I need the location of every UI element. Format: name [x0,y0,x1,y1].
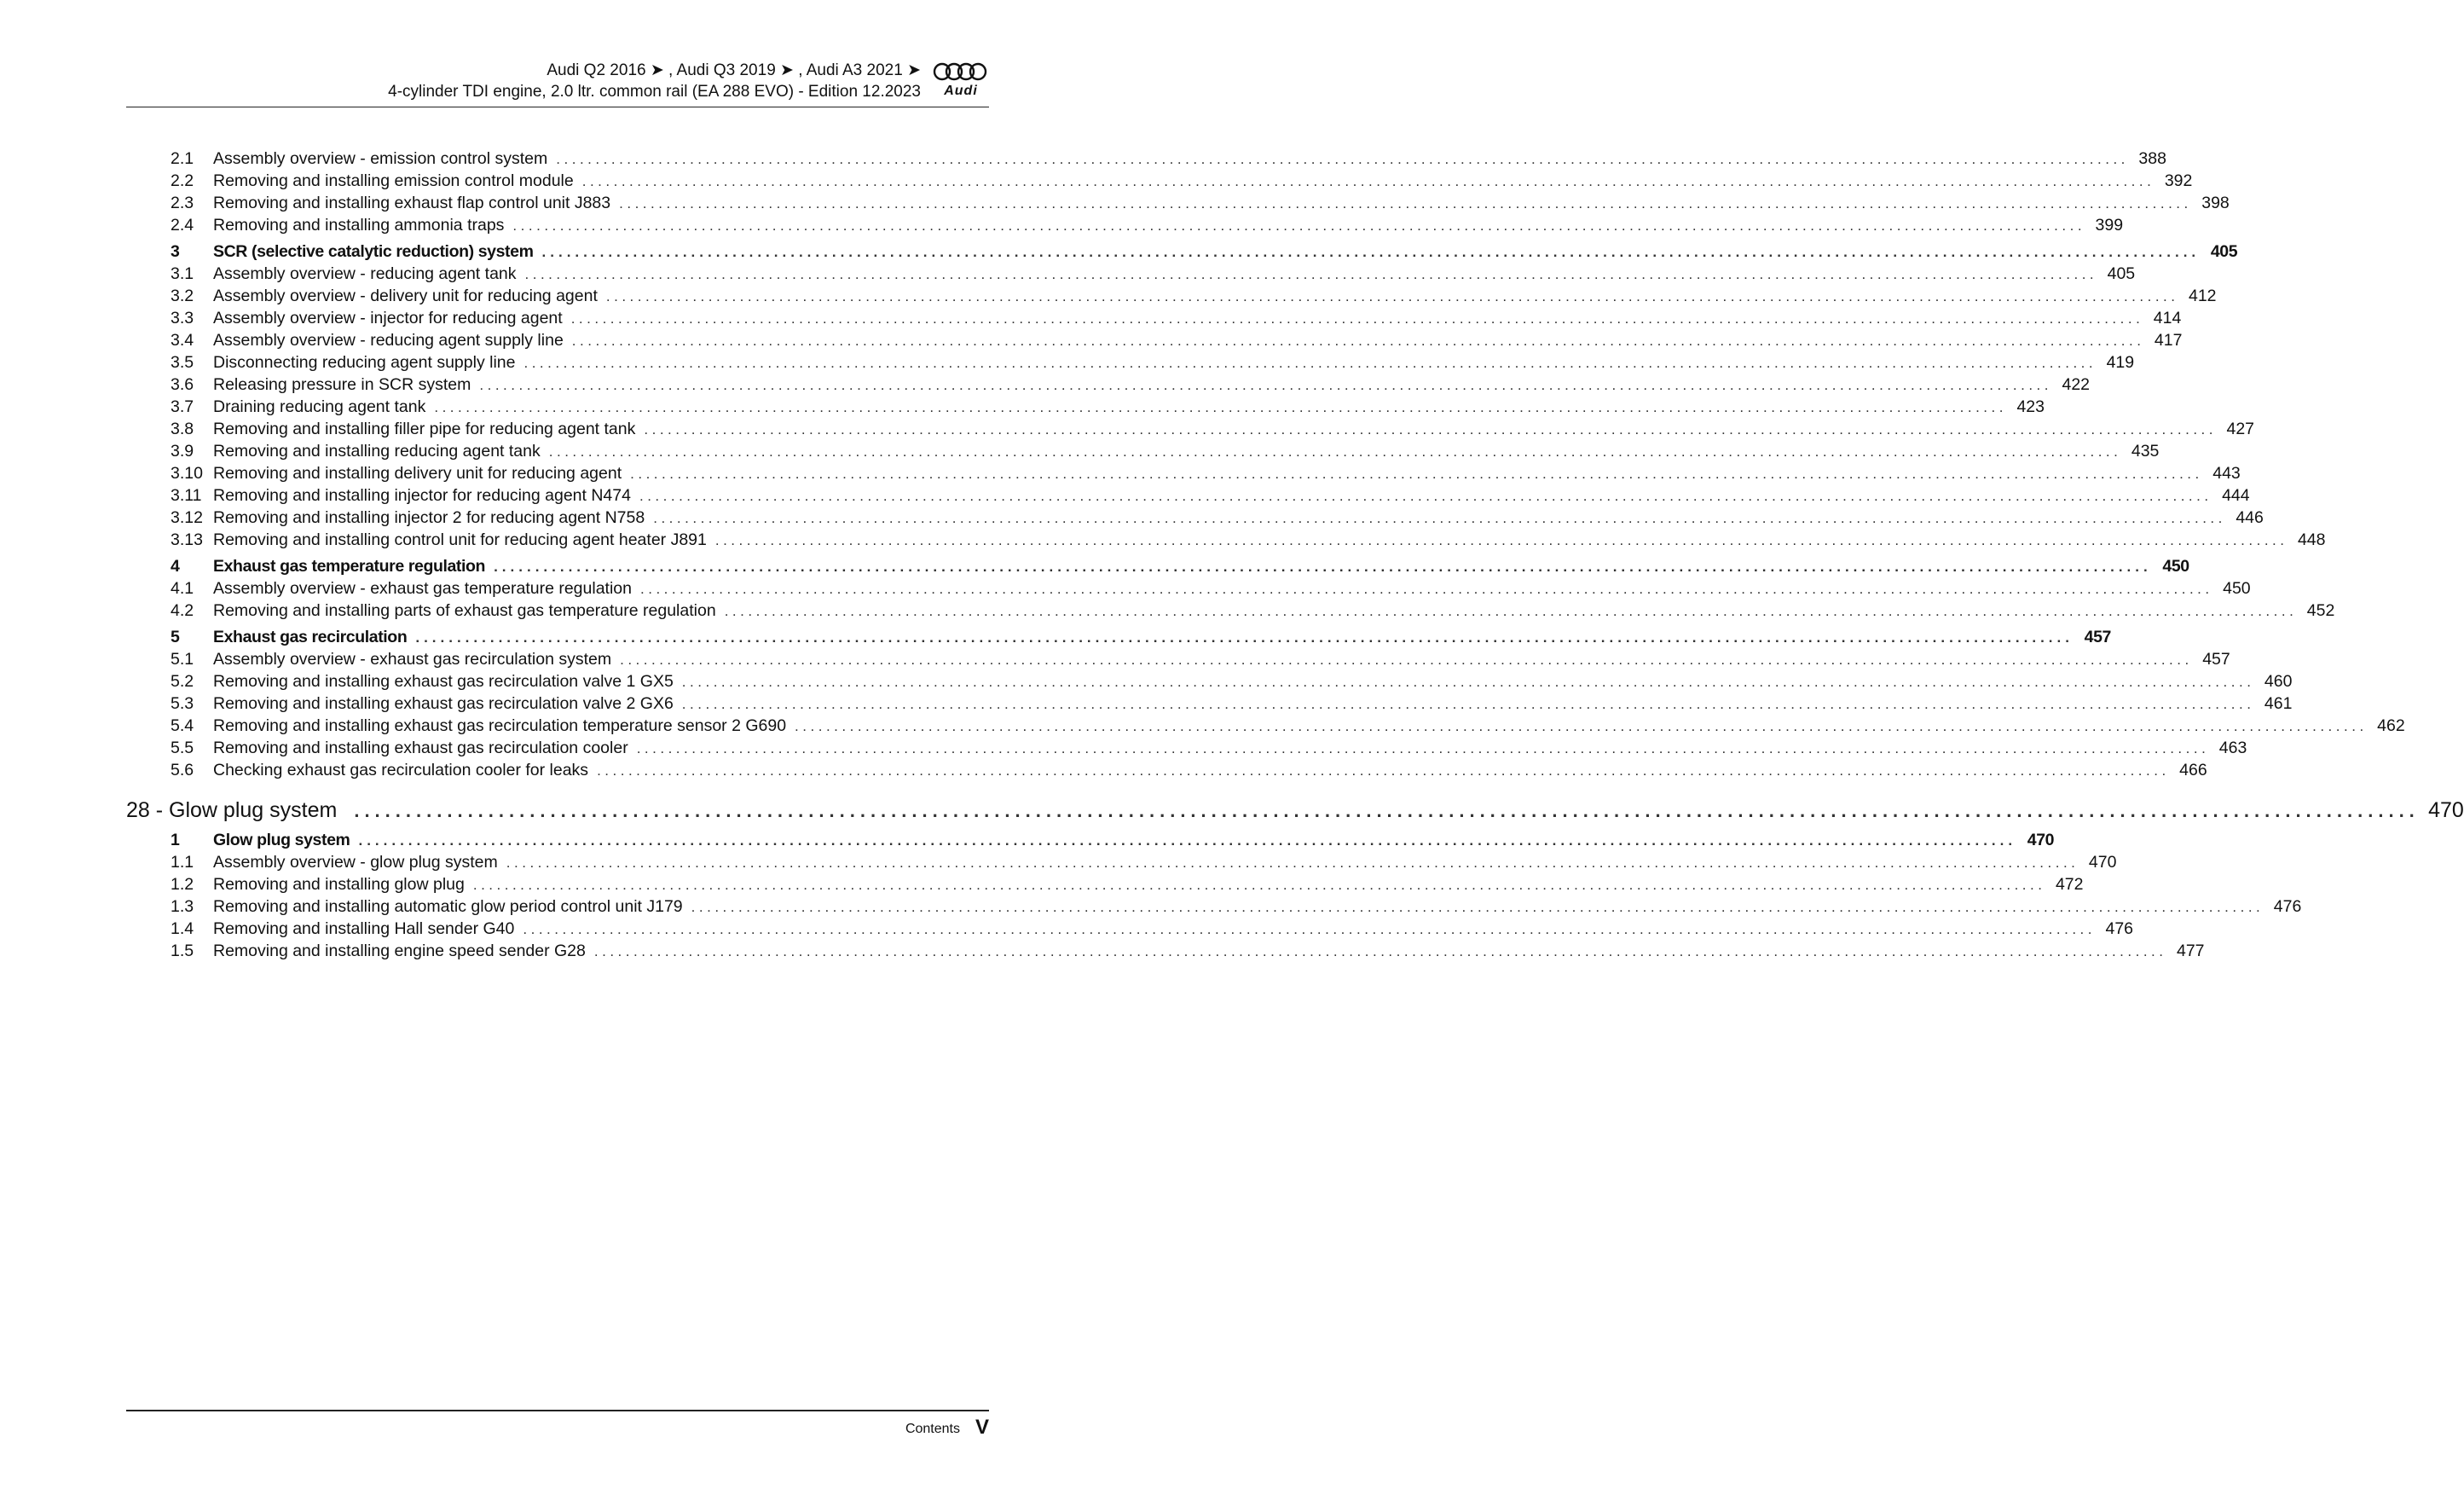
toc-page-number: 452 [2306,601,2335,620]
toc-page-number: 457 [2202,650,2230,669]
toc-title: Assembly overview - delivery unit for reducing agent [213,287,598,305]
toc-number: 4.2 [171,601,194,620]
toc-number: 3 [171,242,180,261]
toc-title: Draining reducing agent tank [213,397,426,416]
toc-page-number: 461 [2264,694,2293,713]
toc-page-number: 460 [2264,672,2293,691]
toc-page-number: 417 [2154,331,2183,350]
toc-title: Disconnecting reducing agent supply line [213,353,516,372]
toc-title: Exhaust gas recirculation [213,628,408,646]
toc-page-number: 405 [2210,242,2238,261]
toc-leader-dots: ........................................................................................................................................................................................................ [548,443,2122,460]
toc-number: 3.10 [171,464,203,483]
toc-entry[interactable] [126,895,2302,918]
toc-title: Assembly overview - glow plug system [213,853,498,872]
toc-number: 1 [171,831,180,849]
toc-entry[interactable] [126,396,2045,418]
toc-page-number: 414 [2153,309,2182,327]
toc-entry[interactable] [126,307,2182,329]
toc-number: 2.1 [171,149,194,168]
toc-page-number: 427 [2226,420,2255,438]
toc-chapter[interactable] [126,796,2464,825]
toc-leader-dots: ........................................................................................................................................................................................................ [358,832,2017,849]
toc-number: 1.5 [171,942,194,960]
toc-leader-dots: ........................................................................................................................................................................................................ [691,899,2264,915]
toc-leader-dots: ........................................................................................................................................................................................................ [354,800,2420,821]
toc-number: 3.4 [171,331,194,350]
toc-leader-dots: ........................................................................................................................................................................................................ [724,603,2298,619]
toc-page-number: 443 [2212,464,2241,483]
toc-page-number: 470 [2027,831,2055,849]
toc-leader-dots: ........................................................................................................................................................................................................ [512,217,2086,234]
toc-section[interactable] [126,626,2111,648]
toc-title: Assembly overview - injector for reducing agent [213,309,563,327]
toc-title: Exhaust gas temperature regulation [213,557,486,576]
toc-number: 1.2 [171,875,194,894]
toc-entry[interactable] [126,715,2405,737]
toc-number: 3.8 [171,420,194,438]
toc-title: Removing and installing injector 2 for reducing agent N758 [213,508,645,527]
toc-entry[interactable] [126,940,2205,962]
footer-divider [126,1410,989,1411]
toc-title: SCR (selective catalytic reduction) system [213,242,534,261]
toc-leader-dots: ........................................................................................................................................................................................................ [570,310,2144,327]
toc-leader-dots: ........................................................................................................................................................................................................ [605,288,2179,304]
toc-page-number: 450 [2162,557,2189,576]
toc-number: 3.11 [171,486,202,505]
footer-label: Contents [905,1422,960,1436]
toc-title: Removing and installing exhaust gas recirculation cooler [213,739,628,757]
toc-leader-dots: ........................................................................................................................................................................................................ [620,652,2193,668]
toc-leader-dots: ........................................................................................................................................................................................................ [415,629,2074,646]
toc-entry[interactable] [126,214,2124,236]
toc-page-number: 472 [2055,875,2084,894]
toc-entry[interactable] [126,351,2135,374]
toc-title: Removing and installing glow plug [213,875,465,894]
toc-page-number: 435 [2131,442,2160,461]
toc-page-number: 450 [2223,579,2251,598]
toc-page-number: 444 [2222,486,2250,505]
toc-title: Removing and installing emission control module [213,171,574,190]
toc-leader-dots: ........................................................................................................................................................................................................ [479,377,2053,393]
toc-page-number: 419 [2106,353,2135,372]
toc-leader-dots: ........................................................................................................................................................................................................ [556,151,2129,167]
toc-entry[interactable] [126,462,2241,484]
toc-entry[interactable] [126,329,2183,351]
header-models: Audi Q2 2016 ➤ , Audi Q3 2019 ➤ , Audi A3 2021 ➤ [547,61,921,79]
toc-entry[interactable] [126,148,2166,170]
toc-entry[interactable] [126,529,2326,551]
toc-title: Removing and installing exhaust gas recirculation temperature sensor 2 G690 [213,716,787,735]
toc-title: Releasing pressure in SCR system [213,375,471,394]
toc-title: 28 - Glow plug system [126,798,338,822]
toc-title: Removing and installing delivery unit for reducing agent [213,464,622,483]
toc-entry[interactable] [126,873,2084,895]
toc-number: 3.1 [171,264,194,283]
toc-page-number: 388 [2138,149,2166,168]
toc-leader-dots: ........................................................................................................................................................................................................ [597,762,2170,779]
toc-leader-dots: ........................................................................................................................................................................................................ [639,488,2212,504]
toc-page-number: 448 [2297,530,2326,549]
toc-leader-dots: ........................................................................................................................................................................................................ [593,943,2167,959]
toc-entry[interactable] [126,692,2293,715]
toc-page-number: 463 [2218,739,2247,757]
toc-leader-dots: ........................................................................................................................................................................................................ [524,266,2098,282]
footer-page-number: V [975,1416,989,1439]
toc-title: Removing and installing reducing agent tank [213,442,541,461]
toc-entry[interactable] [126,192,2230,214]
toc-title: Removing and installing engine speed sender G28 [213,942,586,960]
toc-title: Glow plug system [213,831,350,849]
toc-page-number: 422 [2062,375,2091,394]
toc-title: Assembly overview - exhaust gas temperature regulation [213,579,632,598]
toc-number: 5.3 [171,694,194,713]
toc-number: 2.4 [171,216,194,235]
toc-number: 1.1 [171,853,194,872]
toc-page-number: 399 [2095,216,2124,235]
toc-entry[interactable] [126,670,2293,692]
toc-page-number: 476 [2105,919,2134,938]
toc-number: 4 [171,557,180,576]
toc-page-number: 423 [2016,397,2045,416]
toc-page-number: 398 [2201,194,2230,212]
toc-leader-dots: ........................................................................................................................................................................................................ [506,855,2079,871]
toc-entry[interactable] [126,285,2217,307]
toc-title: Removing and installing exhaust gas recirculation valve 1 GX5 [213,672,674,691]
toc-leader-dots: ........................................................................................................................................................................................................ [541,244,2201,260]
toc-title: Assembly overview - emission control system [213,149,548,168]
toc-number: 3.13 [171,530,203,549]
toc-page-number: 470 [2088,853,2117,872]
toc-title: Removing and installing Hall sender G40 [213,919,515,938]
header-divider [126,107,989,108]
toc-title: Assembly overview - exhaust gas recirculation system [213,650,612,669]
toc-number: 5.4 [171,716,194,735]
toc-leader-dots: ........................................................................................................................................................................................................ [434,399,2007,415]
toc-entry[interactable] [126,648,2230,670]
toc-title: Assembly overview - reducing agent supply line [213,331,564,350]
toc-page-number: 446 [2236,508,2264,527]
toc-entry[interactable] [126,440,2160,462]
toc-leader-dots: ........................................................................................................................................................................................................ [653,510,2226,526]
toc-leader-dots: ........................................................................................................................................................................................................ [636,740,2210,756]
logo-wordmark: Audi [944,84,978,98]
toc-number: 5.5 [171,739,194,757]
toc-leader-dots: ........................................................................................................................................................................................................ [494,559,2152,575]
toc-page-number: 466 [2179,761,2207,779]
toc-page-number: 476 [2273,897,2302,916]
toc-page-number: 457 [2084,628,2111,646]
toc-leader-dots: ........................................................................................................................................................................................................ [630,466,2203,482]
toc-leader-dots: ........................................................................................................................................................................................................ [523,355,2097,371]
audi-rings-icon [933,61,989,84]
toc-entry[interactable] [126,851,2117,873]
toc-section[interactable] [126,829,2055,851]
toc-title: Removing and installing exhaust gas recirculation valve 2 GX6 [213,694,674,713]
toc-entry[interactable] [126,600,2335,622]
toc-leader-dots: ........................................................................................................................................................................................................ [581,173,2155,189]
toc-number: 5.1 [171,650,194,669]
header-engine-edition: 4-cylinder TDI engine, 2.0 ltr. common rail (EA 288 EVO) - Edition 12.2023 [388,83,921,101]
toc-number: 1.4 [171,919,194,938]
toc-number: 5.6 [171,761,194,779]
toc-leader-dots: ........................................................................................................................................................................................................ [644,421,2218,437]
toc-title: Removing and installing ammonia traps [213,216,505,235]
toc-leader-dots: ........................................................................................................................................................................................................ [472,877,2046,893]
toc-number: 2.3 [171,194,194,212]
toc-number: 3.9 [171,442,194,461]
toc-leader-dots: ........................................................................................................................................................................................................ [714,532,2288,548]
table-of-contents [126,148,2464,962]
toc-page-number: 392 [2164,171,2193,190]
toc-title: Assembly overview - reducing agent tank [213,264,517,283]
toc-section[interactable] [126,240,2238,263]
toc-leader-dots: ........................................................................................................................................................................................................ [681,674,2255,690]
toc-number: 3.5 [171,353,194,372]
header-text [388,60,921,102]
toc-page-number: 470 [2428,798,2464,822]
toc-title: Removing and installing exhaust flap control unit J883 [213,194,611,212]
toc-title: Removing and installing injector for reducing agent N474 [213,486,631,505]
toc-section[interactable] [126,555,2189,577]
toc-entry[interactable] [126,170,2193,192]
toc-number: 3.2 [171,287,194,305]
toc-number: 1.3 [171,897,194,916]
toc-title: Removing and installing parts of exhaust gas temperature regulation [213,601,716,620]
toc-title: Removing and installing filler pipe for reducing agent tank [213,420,636,438]
toc-number: 4.1 [171,579,194,598]
toc-number: 2.2 [171,171,194,190]
toc-title: Removing and installing automatic glow period control unit J179 [213,897,683,916]
toc-page-number: 412 [2188,287,2217,305]
toc-leader-dots: ........................................................................................................................................................................................................ [571,333,2145,349]
toc-title: Checking exhaust gas recirculation cooler for leaks [213,761,589,779]
toc-entry[interactable] [126,507,2264,529]
toc-leader-dots: ........................................................................................................................................................................................................ [523,921,2097,937]
toc-entry[interactable] [126,577,2251,600]
toc-number: 5 [171,628,180,646]
toc-entry[interactable] [126,263,2136,285]
toc-leader-dots: ........................................................................................................................................................................................................ [640,581,2213,597]
toc-entry[interactable] [126,737,2247,759]
toc-page-number: 477 [2176,942,2205,960]
audi-rings-logo [933,61,989,99]
toc-leader-dots: ........................................................................................................................................................................................................ [681,696,2255,712]
toc-entry[interactable] [126,374,2091,396]
toc-leader-dots: ........................................................................................................................................................................................................ [795,718,2368,734]
toc-number: 3.7 [171,397,194,416]
toc-entry[interactable] [126,418,2255,440]
toc-entry[interactable] [126,918,2134,940]
toc-entry[interactable] [126,759,2207,781]
toc-page-number: 462 [2377,716,2405,735]
toc-page-number: 405 [2107,264,2136,283]
toc-number: 5.2 [171,672,194,691]
toc-number: 3.3 [171,309,194,327]
toc-number: 3.12 [171,508,203,527]
toc-title: Removing and installing control unit for reducing agent heater J891 [213,530,707,549]
toc-entry[interactable] [126,484,2250,507]
page-header [126,60,989,107]
toc-leader-dots: ........................................................................................................................................................................................................ [619,195,2192,212]
toc-number: 3.6 [171,375,194,394]
